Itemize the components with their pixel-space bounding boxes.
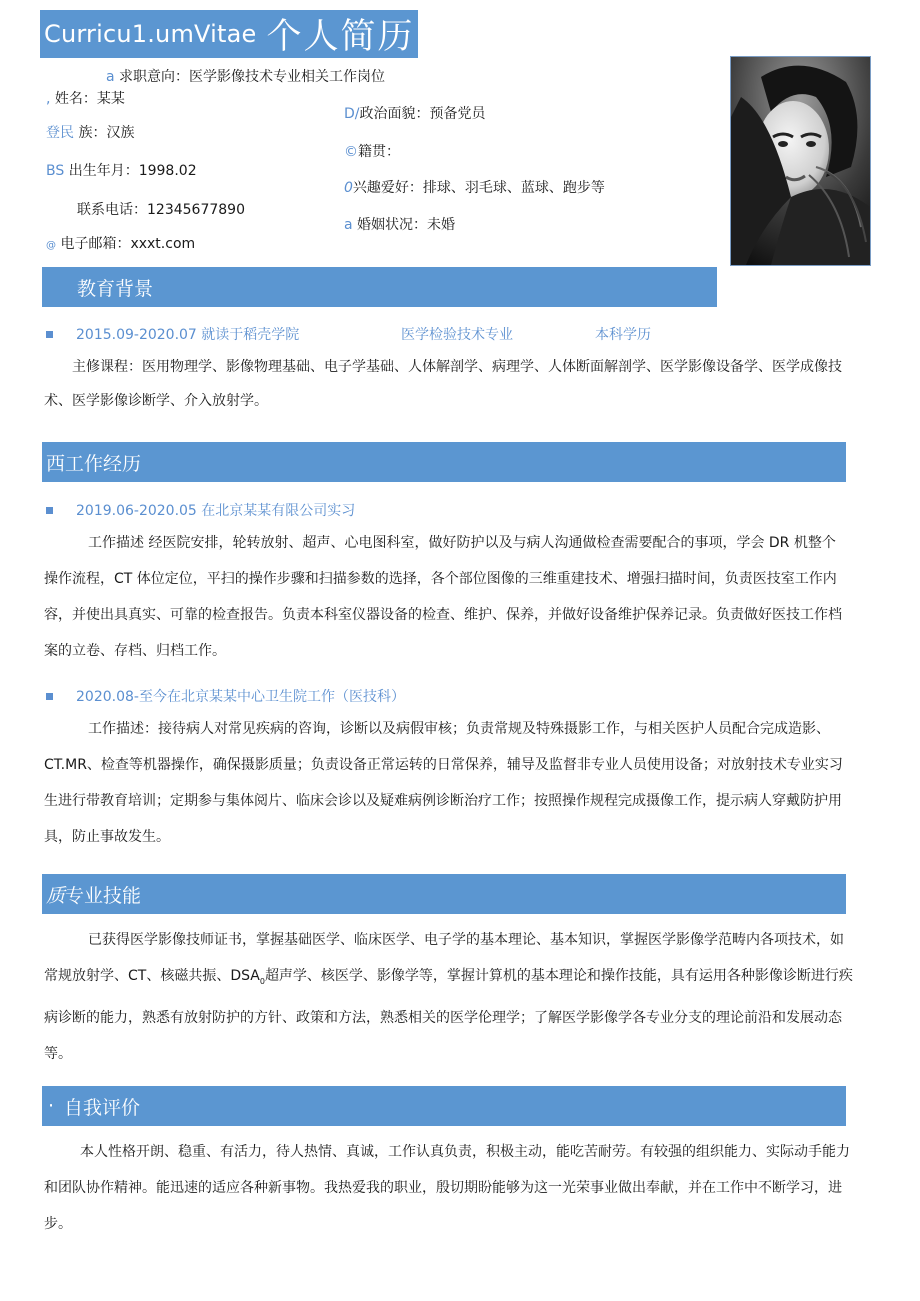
title-banner [40,10,418,58]
education-heading: 教育背景 [77,277,154,300]
self-eval-heading-prefix: · [48,1095,55,1117]
political-prefix: D/ [344,106,360,122]
phone-text: 联系电话：12345677890 [77,202,245,218]
skills-text-part1: 已获得医学影像技师证书，掌握基础医学、临床医学、电子学的基本理论、基本知识，掌握医学影像学范畴内各项技术，如常规放射学、CT、核磁共振、DSA [44,932,844,984]
job-desc-2: 工作描述：接待病人对常见疾病的咨询，诊断以及病假审核；负责常规及特殊摄影工作，与相关医护人员配合完成造影、CT.MR、检查等机器操作，确保摄影质量；负责设备正常运转的日常保养，辅导及监督非专业人员使用设备；对放射技术专业实习生进行带教育培训；定期参与集体阅片、临床会诊以及疑难病例诊断治疗工作；按照操作规程完成摄像工作，提示病人穿戴防护用具，防止事故发生。 [44,721,843,845]
education-section-header [42,267,717,307]
education-entry [46,324,299,344]
native-text: 籍贯： [358,144,400,160]
birth-prefix: BS [46,163,65,179]
job-intent-prefix: a [106,69,115,85]
self-eval-section-header [42,1086,846,1126]
self-eval-text: 本人性格开朗、稳重、有活力，待人热情、真诚，工作认真负责，积极主动，能吃苦耐劳。有较强的组织能力、实际动手能力和团队协作精神。能迅速的适应各种新事物。我热爱我的职业，殷切期盼能够为这一光荣事业做出奉献，并在工作中不断学习，进步。 [44,1144,850,1232]
birth-text: 出生年月：1998.02 [68,163,197,179]
bullet-square-icon [46,331,53,338]
bullet-square-icon [46,693,53,700]
education-major: 医学检验技术专业 [401,327,513,343]
job-title-1: 2019.06-2020.05 在北京某某有限公司实习 [76,503,356,519]
bullet-square-icon [46,507,53,514]
education-period-school: 2015.09-2020.07 就读于稻壳学院 [76,327,300,343]
name-prefix: , [46,91,51,107]
native-prefix: © [344,144,358,160]
marital-text: 婚姻状况：未婚 [357,217,456,233]
title-chinese: 个人简历 [266,17,415,57]
birth-row [46,160,197,180]
skills-heading: 专业技能 [65,884,142,907]
email-prefix: @ [46,240,56,251]
self-eval-heading: 自我评价 [64,1096,141,1119]
ethnicity-text: 族：汉族 [78,125,135,141]
skills-text [44,922,856,1072]
job-intent-text: 求职意向：医学影像技术专业相关工作岗位 [119,69,386,85]
skills-section-header [42,874,846,914]
email-text: 电子邮箱：xxxt.com [60,236,196,252]
phone-row [77,199,245,219]
work-heading: 西工作经历 [46,452,142,475]
ethnicity-row [46,122,134,142]
ethnicity-prefix: 登民 [46,125,74,141]
portrait-image [731,57,870,265]
skills-heading-prefix: 质 [46,884,66,907]
skills-text-part2: 超声学、核医学、影像学等，掌握计算机的基本理论和操作技能，具有运用各种影像诊断进行疾病诊断的能力，熟悉有放射防护的方针、政策和方法，熟悉相关的医学伦理学；了解医学影像学各专业分支的理论前沿和发展动态等。 [44,968,853,1062]
education-degree: 本科学历 [595,327,651,343]
political-row [344,103,486,123]
job-title-2: 2020.08-至今在北京某某中心卫生院工作（医技科） [76,689,405,705]
job-intent [106,66,385,86]
education-courses: 主修课程：医用物理学、影像物理基础、电子学基础、人体解剖学、病理学、人体断面解剖学、医学影像设备学、医学成像技术、医学影像诊断学、介入放射学。 [44,359,842,409]
marital-prefix: a [344,217,353,233]
native-row [344,141,400,161]
work-section-header [42,442,846,482]
political-text: 政治面貌：预备党员 [359,106,486,122]
hobby-row [344,177,605,197]
profile-photo [730,56,871,266]
email-row [46,233,195,253]
title-english: Curricu1.umVitae [44,20,257,48]
hobby-prefix: 0 [344,180,353,196]
job-entry-2 [46,686,405,706]
hobby-text: 兴趣爱好：排球、羽毛球、蓝球、跑步等 [352,180,605,196]
marital-row [344,214,455,234]
job-entry-1 [46,500,355,520]
job-desc-1: 工作描述 经医院安排，轮转放射、超声、心电图科室，做好防护以及与病人沟通做检查需要配合的事项，学会 DR 机整个操作流程，CT 体位定位，平扫的操作步骤和扫描参数的选择，各个部位图像的三维重建技术、增强扫描时间，负责医技室工作内容，并使出具真实、可靠的检查报告。负责本科室仪器设备的检查、维护、保养，并做好设备维护保养记录。负责做好医技工作档案的立卷、存档、归档工作。 [44,535,842,659]
name-row [46,88,125,108]
name-text: 姓名：某某 [54,91,125,107]
skills-subscript: 0 [259,976,265,986]
